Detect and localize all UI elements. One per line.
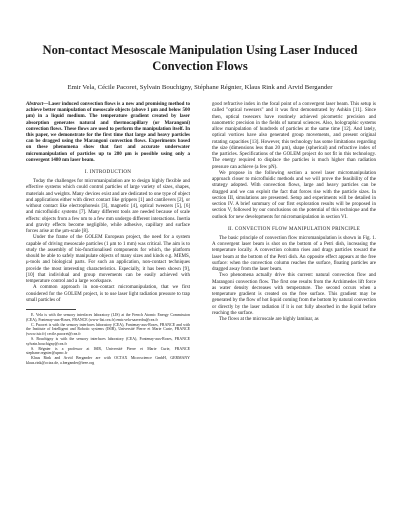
footnote: E. Vela is with the sensory interfaces laboratory (LIS) at the French Atomic Energy Commission (CEA), Fontenay-aux-Roses, FRANCE (www-list.cea.fr) emir.vela-saavedra@cea.fr [26,313,190,322]
abstract-label: Abstract [26,102,44,107]
abstract [26,102,190,164]
intro-paragraph: Today the challenges for micromanipulation are to design highly flexible and effective systems which could control particles of large variety of sizes, shapes, materials and weights. Many devices exist and are dedicated to one type of object and applications either with direct contact like grippers [1] and cantilevers [2], or without contact like electrophoresis [3], magnetic [4], optical tweezers [5], [6] and microfluidic systems [7]. Many different tools are needed because of scale effects: objects from a few nm to a few mm undergo different interactions. Inertia and gravity effects become negligible, while adhesive, capillary and surface forces arise at the μm-scale [8]. [26,179,190,235]
footnote: S. Bouchigny is with the sensory interfaces laboratory (CEA), Fontenay-aux-Roses, FRANCE sylvain.bouchigny@cea.fr [26,337,190,346]
right-column [212,102,376,323]
left-column [26,102,190,366]
author-list: Emir Vela, Cécile Pacoret, Sylvain Bouchigny, Stéphane Régnier, Klaus Rink and Arvid Bergander [67,84,333,91]
principle-paragraph: The basic principle of convection flow micromanipulation is shown in Fig. 1. A convergent laser beam is shot on the bottom of a Petri dish, increasing the temperature locally. A convection column rises and drags particles toward the laser beam at the bottom of the Petri dish. An opposite effect appears at the free surface: when the convection column reaches the surface, floating particles are dragged away from the laser beam. [212,235,376,272]
footnote: C. Pacoret is with the sensory interfaces laboratory (CEA), Fontenay-aux-Roses, FRANCE and with the Institute of Intelligent and Robotic systems (ISIR), Université Pierre et Marie Curie, FRANCE (www.isir.fr) cecile.pacoret@cea.fr [26,322,190,337]
principle-paragraph: The flows at the microscale are highly laminar, as [219,317,319,322]
footnote-divider [26,309,76,310]
body-paragraph: good refractive index in the focal point of a convergent laser beam. This setup is called "optical tweezers" and it was first demonstrated by Ashkin [11]. Since then, optical tweezers have routinely achieved picometric precision and nanometric precision in the fields of natural sciences. Also, holographic systems allow manipulation of hundreds of particles at the same time [12]. And lately, optical vortices have also generated group movements, and present original rotating capacities [13]. However, this technology has some limitations regarding the size (dimensions less than 20 μm), shape (spherical) and refractive index of the particles. Specifications of the GOLEM project do not fit in this technology. The energy required to displace the particles is much higher than radiation pressure can achieve (a few pN). [212,102,376,170]
paper-title: Non-contact Mesoscale Manipulation Using Laser Induced Convection Flows [42,43,358,73]
footnote: Klaus Rink and Arvid Bergander are with OCTAX Microscience GmbH, GERMANY klaus.rink@octax.de, a.bergander@ieee.org [26,356,190,365]
body-paragraph: We propose in the following section a novel laser micromanipulation approach closer to microfluidic methods and we will prove the feasibility of the strategy adopted. With convection flows, large and heavy particles can be dragged and we can exploit the fact that forces rise with the particle sizes. In section III, simulations are presented. Setup and experiments will be detailed in section IV. A brief summary of our first exploration results will be proposed in section V, followed by our conclusions on the potential of this technique and the outlook for new developments for micromanipulation in section VI. [212,170,376,220]
intro-paragraph: Under the frame of the GOLEM European project, the need for a system capable of driving mesoscale particles (1 μm to 1 mm) was critical. The aim is to study the assembly of bio-functionalised components for which, the platform should be able to safely manipulate objects of many sizes and kinds e.g. MEMS, μ-tools and biological parts. For such an application, non-contact techniques provide the most interesting characteristics. Especially, it has been shown [9], [10] that individual and group movements can be easily achieved with temperature control and a large workspace. [26,235,190,285]
intro-paragraph: A common approach in non-contact micromanipulation, that we first considered for the GOLEM project, is to use laser light radiation pressure to trap small particles of [26,285,190,303]
footnote: S. Régnier is a professor at ISIR, Université Pierre et Marie Curie, FRANCE stephane.regnier@upmc.fr [26,346,190,356]
principle-paragraph: Two phenomena actually drive this current: natural convection flow and Marangoni convection flow. The first one results from the Archimedes lift force as water density decreases with temperature. The second occurs when a temperature gradient is created on the free surface. This gradient may be generated by the flow of hot liquid coming from the bottom by natural convection or directly by the laser radiation if it is not fully absorbed in the liquid before reaching the surface. [212,273,376,316]
section-heading-principle: II. CONVECTION FLOW MANIPULATION PRINCIPLE [227,225,361,232]
section-heading-introduction: I. INTRODUCTION [84,169,132,176]
abstract-text: —Laser induced convection flows is a new and promising method to achieve better manipulation of mesoscale objects (above 1 μm and below 500 μm) in a liquid medium. The temperature gradient created by laser absorption generates natural and thermocapillary (or Marangoni) convection flows. These flows are used to perform the manipulation itself. In this paper, we demonstrate for the first time that large and heavy particles can be dragged using the Marangoni convection flows. Experiments based on these phenomena show that fast and accurate underwater micromanipulation of particles up to 280 μm is possible using only a convergent 1480 nm laser beam. [26,102,190,163]
